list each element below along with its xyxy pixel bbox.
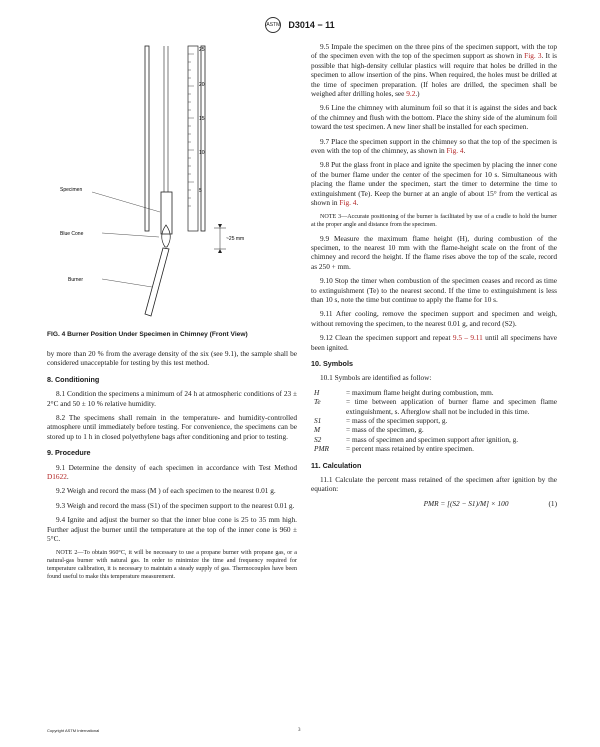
blue-cone-label: Blue Cone — [60, 231, 84, 237]
paragraph-9-2: 9.2 Weigh and record the mass (M ) of each specimen to the nearest 0.01 g. — [56, 486, 276, 496]
paragraph-8-2: 8.2 The specimens shall remain in the temperature- and humidity-controlled atmosphere until immediately before testing. For convenience, the specimens can be stored up to 1 h in closed polyethylene bags after conditioning and prior to testing. — [47, 413, 297, 441]
left-column — [47, 349, 297, 586]
link-9-5-9-11[interactable]: 9.5 – 9.11 — [452, 333, 483, 343]
note-2: NOTE 2—To obtain 960°C, it will be necessary to use a propane burner with propane gas, or a natural-gas burner with natural gas. In order to minimize the time and frequency required for temperature calibration, it is necessary to maintain a steady supply of gas. Thermocouples have been found useful to make this temperature measurement. — [47, 549, 297, 580]
symbol-pmr: PMR — [314, 444, 329, 454]
link-fig-3[interactable]: Fig. 3 — [524, 51, 542, 61]
burner-label: Burner — [68, 277, 84, 283]
equation-1: PMR = [(S2 − S1)/M] × 100 (1) — [423, 498, 557, 508]
astm-logo-icon: ASTM — [265, 17, 281, 33]
section-11-heading: 11. Calculation — [311, 460, 362, 470]
paragraph-9-1: 9.1 Determine the density of each specimen in accordance with Test Method D1622. — [47, 462, 297, 482]
paragraph-9-6: 9.6 Line the chimney with aluminum foil so that it is against the sides and back of the chimney and flush with the bottom. Place the shiny side of the aluminum foil toward the test specimen. A new liner shall be installed for each specimen. — [311, 103, 557, 132]
symbol-h: H — [314, 387, 320, 397]
scale-mark-5: 5 — [199, 188, 202, 194]
section-8-heading: 8. Conditioning — [47, 374, 100, 384]
paragraph-9-7: 9.7 Place the specimen support in the chimney so that the top of the specimen is even with the top of the chimney, as shown in Fig. 4. — [311, 136, 557, 156]
section-10-heading: 10. Symbols — [311, 358, 353, 368]
link-fig-4[interactable]: Fig. 4 — [446, 146, 464, 156]
carry-over-paragraph: by more than 20 % from the average density of the six (see 9.1), the sample shall be considered unacceptable for testing by this test method. — [47, 349, 297, 368]
scale-mark-10: 10 — [199, 150, 205, 156]
paragraph-9-11: 9.11 After cooling, remove the specimen support and specimen and weigh, without removing the specimen, to the nearest 0.01 g, and record (S2). — [311, 309, 557, 328]
paragraph-9-8: 9.8 Put the glass front in place and ignite the specimen by placing the inner cone of the burner flame under the center of the specimen for 10 s. Simultaneous with placing the flame under the specimen, start the timer to determine the time to extinguishment (Te). Keep the burner at an angle of about 15° from the vertical as shown in Fig. 4. — [311, 160, 557, 208]
figure-4-diagram — [60, 42, 300, 322]
paragraph-10-1: 10.1 Symbols are identified as follow: — [320, 373, 432, 383]
link-d1622[interactable]: D1622 — [47, 472, 67, 482]
paragraph-9-10: 9.10 Stop the timer when combustion of the specimen ceases and record as time to extinguishment (Te) to the nearest second. If the time to extinguishment is less than 10 s, note the time but continue to apply the flame for 10 s. — [311, 276, 557, 304]
scale-mark-20: 20 — [199, 82, 205, 88]
figure-caption: FIG. 4 Burner Position Under Specimen in Chimney (Front View) — [47, 331, 248, 338]
symbol-te: Te — [314, 397, 321, 407]
paragraph-9-3: 9.3 Weigh and record the mass (S1) of the specimen support to the nearest 0.01 g. — [56, 500, 295, 510]
link-9-2[interactable]: 9.2 — [406, 89, 416, 99]
symbol-s2: S2 — [314, 434, 322, 444]
note-3: NOTE 3—Accurate positioning of the burner is facilitated by use of a cradle to hold the burner at the proper angle and distance from the specimen. — [311, 213, 557, 228]
scale-mark-15: 15 — [199, 116, 205, 122]
paragraph-9-5: 9.5 Impale the specimen on the three pins of the specimen support, with the top of the specimen even with the top of the specimen support as shown in Fig. 3. It is possible that high-density cellular plastics will require that holes be drilled in the specimen to allow insertion of the pins. When required, the holes must be drilled at the time of specimen preparation. (If holes are drilled, the specimen shall be weighed after drilling holes, see 9.2.) — [311, 42, 557, 99]
section-9-heading: 9. Procedure — [47, 448, 91, 458]
specimen-label: Specimen — [60, 187, 83, 193]
equation-number: (1) — [548, 498, 557, 508]
right-column — [311, 42, 557, 508]
document-code: D3014 − 11 — [288, 20, 335, 31]
scale-mark-25: 25 — [199, 47, 205, 53]
paragraph-8-1: 8.1 Condition the specimens a minimum of 24 h at atmospheric conditions of 23 ± 2°C and 50 ± 10 % relative humidity. — [47, 389, 297, 408]
paragraph-11-1: 11.1 Calculate the percent mass retained of the specimen after ignition by the equation: — [311, 475, 557, 494]
symbol-s1: S1 — [314, 416, 322, 425]
paragraph-9-4: 9.4 Ignite and adjust the burner so that the inner blue cone is 25 to 35 mm high. Further adjust the burner until the temperature at the top of the inner cone is 960 ± 5°C. — [47, 515, 297, 544]
flame-height-scale — [188, 54, 194, 206]
paragraph-9-12: 9.12 Clean the specimen support and repeat 9.5 – 9.11 until all specimens have been ignited. — [311, 333, 558, 352]
dimension-label: ~25 mm — [226, 236, 245, 242]
paragraph-9-9: 9.9 Measure the maximum flame height (H), during combustion of the specimen, to the nearest 10 mm with the flame-height scale on the front of the chimney and record the height. If the flame rises above the top of the scale, record as 250 + mm. — [311, 233, 557, 271]
page-header — [0, 16, 600, 34]
symbols-list: H = maximum flame height during combustion, mm. Te = time between application of burner flame and specimen flame extinguishment, s. Afterglow shall not be included in this time. S1 = mass of the specimen support, g. M = mass of the specimen, g. S2 = mass of specimen and specimen support after ignition, g. PMR = percent mass retained by entire specimen. — [314, 387, 557, 454]
symbol-m: M — [314, 425, 321, 435]
page-number: 3 — [298, 728, 301, 733]
copyright-footer: Copyright ASTM International — [47, 728, 100, 733]
link-fig-4-b[interactable]: Fig. 4 — [339, 198, 357, 208]
